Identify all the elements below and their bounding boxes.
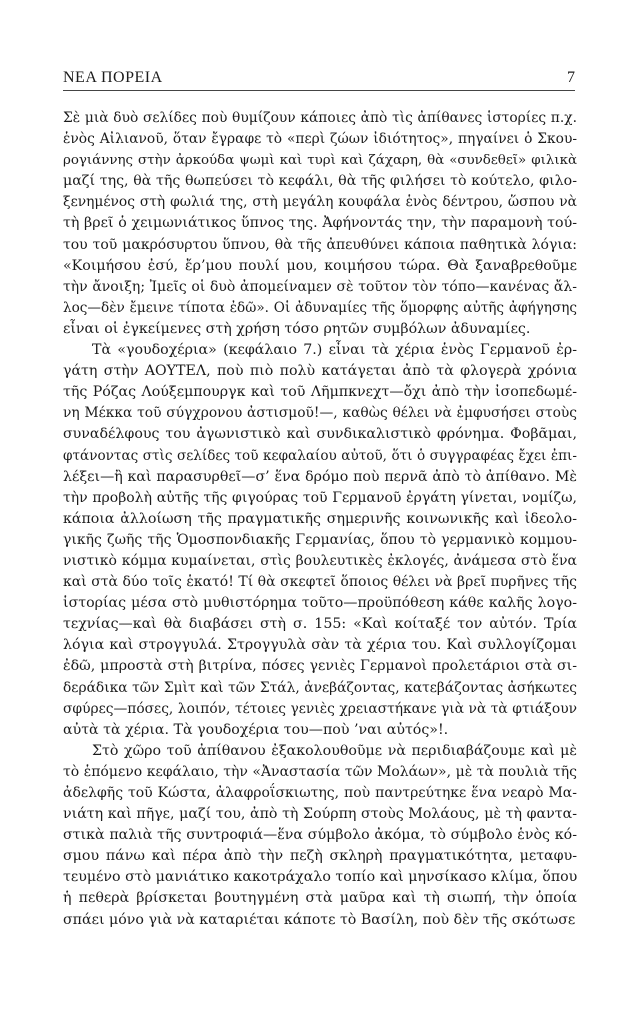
- paragraph: [63, 340, 577, 741]
- text-line: τὴν προβολὴ αὐτῆς τῆς φιγούρας τοῦ Γερμανοῦ ἐργάτη γίνεται, νομίζω,: [63, 489, 577, 506]
- text-line: τὸ ἑπόμενο κεφάλαιο, τὴν «Ἀναστασία τῶν Μολάων», μὲ τὰ πουλιὰ τῆς: [63, 763, 577, 780]
- text-line: νιάτη καὶ πῆγε, μαζί του, ἀπὸ τὴ Σούρπη στοὺς Μολάους, μὲ τὴ φαντα-: [63, 806, 577, 823]
- text-line: στικὰ παλιὰ τῆς συντροφιά—ἕνα σύμβολο ἀκόμα, τὸ σύμβολο ἑνὸς κό-: [63, 827, 577, 844]
- text-line: ἱστορίας μέσα στὸ μυθιστόρημα τοῦτο—προϋπόθεση κάθε καλῆς λογο-: [63, 595, 577, 612]
- text-line: λόγια καὶ στρογγυλά. Στρογγυλὰ σὰν τὰ χέρια του. Καὶ συλλογίζομαι: [63, 637, 577, 654]
- text-line: ξενημένος στὴ φωλιά της, στὴ μεγάλη κουφάλα ἑνὸς δέντρου, ὥσπου νὰ: [63, 194, 577, 211]
- body-text: [63, 108, 577, 931]
- text-line: ἀδελφῆς τοῦ Κώστα, ἀλαφροΐσκιωτης, ποὺ παντρεύτηκε ἕνα νεαρὸ Μα-: [63, 785, 577, 801]
- text-line: τῆς Ρόζας Λούξεμπουργκ καὶ τοῦ Λῆμπκνεχτ—ὄχι ἀπὸ τὴν ἰσοπεδωμέ-: [63, 384, 577, 401]
- text-line: μαζί της, θὰ τῆς θωπεύσει τὸ κεφάλι, θὰ τῆς φιλήσει τὸ κούτελο, φιλο-: [63, 173, 577, 190]
- paragraph-container: [63, 108, 577, 931]
- text-line: τευμένο στὸ μανιάτικο κακοτράχαλο τοπίο καὶ μηνσίκασο κλίμα, ὅπου: [63, 869, 577, 886]
- text-line: ἡ πεθερὰ βρίσκεται βουτηγμένη στὰ μαῦρα καὶ τὴ σιωπή, τὴν ὁποία: [63, 890, 577, 907]
- text-line: νιστικὸ κόμμα κυμαίνεται, στὶς βουλευτικὲς ἐκλογές, ἀνάμεσα στὸ ἕνα: [63, 552, 577, 569]
- text-line: καὶ στὰ δύο τοῖς ἑκατό! Τί θὰ σκεφτεῖ ὅποιος θέλει νὰ βρεῖ πυρῆνες τῆς: [63, 574, 577, 591]
- text-line: συναδέλφους του ἀγωνιστικὸ καὶ συνδικαλιστικὸ φρόνημα. Φοβᾶμαι,: [63, 426, 577, 443]
- text-line: «Κοιμήσου ἐσύ, ἔρ’μου πουλί μου, κοιμήσου τώρα. Θὰ ξαναβρεθοῦμε: [63, 257, 577, 274]
- text-line: εἶναι οἱ ἐγκείμενες στὴ χρήση τόσο ρητῶν συμβόλων ἀδυναμίες.: [63, 320, 531, 337]
- text-line: γάτη στὴν ΑΟΥΤΕΛ, ποὺ πιὸ πολὺ κατάγεται ἀπὸ τὰ φλογερὰ χρόνια: [63, 363, 577, 380]
- text-line: αὐτὰ τὰ χέρια. Τὰ γουδοχέρια του—ποὺ ’ναι αὐτός»!.: [63, 721, 449, 738]
- paragraph: [63, 108, 577, 340]
- text-line: σφύρες—πόσες, λοιπόν, τέτοιες γενιὲς χρειαστήκανε γιὰ νὰ τὰ φτιάξουν: [63, 700, 577, 717]
- text-line: Σὲ μιὰ δυὸ σελίδες ποὺ θυμίζουν κάποιες ἀπὸ τὶς ἀπίθανες ἱστορίες π.χ.: [63, 110, 577, 126]
- text-line: λέξει—ἢ καὶ παρασυρθεῖ—σ’ ἕνα δρόμο ποὺ περνᾶ ἀπὸ τὸ ἀπίθανο. Μὲ: [63, 468, 577, 485]
- text-line: ἐδῶ, μπροστὰ στὴ βιτρίνα, πόσες γενιὲς Γερμανοὶ προλετάριοι στὰ σι-: [63, 658, 577, 675]
- running-header: [63, 66, 575, 91]
- text-line: τὴ βρεῖ ὁ χειμωνιάτικος ὕπνος της. Ἀφήνοντάς την, τὴν παραμονὴ τού-: [63, 215, 577, 232]
- text-line: φτάνοντας στὶς σελίδες τοῦ κεφαλαίου αὐτοῦ, ὅτι ὁ συγγραφέας ἔχει ἐπι-: [63, 447, 577, 464]
- text-line: νη Μέκκα τοῦ σύγχρονου ἀστισμοῦ!—, καθὼς θέλει νὰ ἐμφυσήσει στοὺς: [63, 405, 577, 422]
- page-number: 7: [567, 69, 575, 86]
- text-line: δεράδικα τῶν Σμὶτ καὶ τῶν Στάλ, ἀνεβάζοντας, κατεβάζοντας ἀσήκωτες: [63, 679, 577, 696]
- paragraph: [63, 741, 577, 931]
- text-line: Τὰ «γουδοχέρια» (κεφάλαιο 7.) εἶναι τὰ χέρια ἑνὸς Γερμανοῦ ἐρ-: [92, 342, 577, 359]
- text-line: τὴν ἄνοιξη; Ἰμεῖς οἱ δυὸ ἀπομείναμεν σὲ τοῦτον τὸν τόπο—κανένας ἄλ-: [63, 278, 577, 295]
- text-line: Στὸ χῶρο τοῦ ἀπίθανου ἐξακολουθοῦμε νὰ περιδιαβάζουμε καὶ μὲ: [92, 742, 577, 759]
- text-line: σμου πάνω καὶ πέρα ἀπὸ τὴν πεζὴ σκληρὴ πραγματικότητα, μεταφυ-: [63, 848, 577, 865]
- journal-title: ΝΕΑ ΠΟΡΕΙΑ: [63, 69, 163, 86]
- text-line: λος—δὲν ἔμεινε τίποτα ἐδῶ». Οἱ ἀδυναμίες τῆς ὅμορφης αὐτῆς ἀφήγησης: [63, 299, 577, 316]
- text-line: γικῆς ζωῆς τῆς Ὁμοσπονδιακῆς Γερμανίας, ὅπου τὸ γερμανικὸ κομμου-: [63, 531, 577, 548]
- text-line: ἑνὸς Αἰλιανοῦ, ὅταν ἔγραφε τὸ «περὶ ζώων ἰδιότητος», πηγαίνει ὁ Σκου-: [63, 131, 577, 148]
- text-line: του τοῦ μακρόσυρτου ὕπνου, θὰ τῆς ἀπευθύνει κάποια παθητικὰ λόγια:: [63, 236, 577, 253]
- text-line: κάποια ἀλλοίωση τῆς πραγματικῆς σημερινῆς κοινωνικῆς καὶ ἰδεολο-: [63, 510, 577, 527]
- text-line: σπάει μόνο γιὰ νὰ καταριέται κάποτε τὸ Βασίλη, ποὺ δὲν τῆς σκότωσε: [63, 911, 576, 928]
- text-line: ρογιάννης στὴν ἀρκούδα ψωμὶ καὶ τυρὶ καὶ ζάχαρη, θὰ «συνδεθεῖ» φιλικὰ: [63, 153, 577, 169]
- text-line: τεχνίας—καὶ θὰ διαβάσει στὴ σ. 155: «Καὶ κοίταξέ τον αὐτόν. Τρία: [63, 616, 577, 633]
